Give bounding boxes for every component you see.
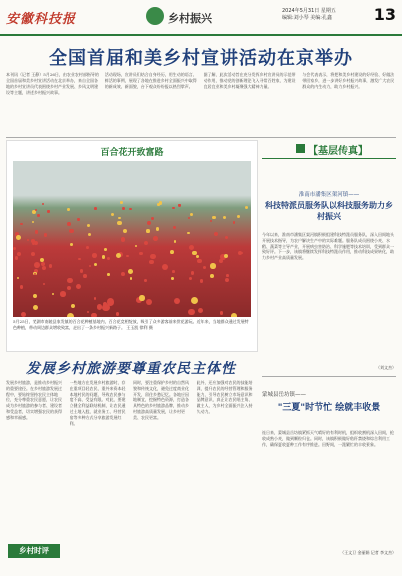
lead-column: 本刊讯（记者 王静）5月26日，由农业农村部指导的全国首届和美乡村宣讲活动在北京举办，来自全国各地的乡村宣讲员代表围绕乡村产业发展、乡风文明建设等主题，讲述乡村振兴故事。: [6, 72, 99, 95]
lily-flower: [97, 304, 103, 310]
right-column: [262, 140, 396, 560]
lily-flower: [189, 245, 194, 250]
lily-flower: [121, 237, 125, 241]
lily-flower: [32, 221, 34, 223]
lily-flower: [67, 286, 71, 290]
article-body: 今年以来，淮南市潘集区架河镇积极组建科技特派员服务队，深入田间地头开展技术指导，为农户解决生产中的实际难题。服务队成员围绕小麦、水稻、蔬菜等主导产业，开展病虫害防治、科学施肥等技术培训，受到群众一致好评。下一步，该镇将继续发挥科技特派员作用，推动科技成果转化，助力乡村产业高质量发展。: [262, 232, 394, 261]
lily-flower: [150, 254, 155, 259]
caption-text: 5月25日，芜湖市南陵县家发镇的百合花种植基地内，百合花竞相绽放，吸引了众多游客前来赏花游玩。近年来，当地群众通过发展特色种植，带动周边群众增收致富，走出了一条乡村振兴新路子。: [13, 319, 249, 330]
issue-date: 2024年5月31日 星期五: [282, 8, 336, 14]
lily-flower: [35, 230, 38, 233]
masthead: [0, 0, 402, 36]
lily-flower: [189, 277, 193, 281]
lily-flower: [233, 221, 235, 223]
badge-label: 【基层传真】: [308, 146, 368, 157]
lily-flower: [198, 308, 203, 313]
divider: [262, 376, 396, 377]
lily-flower: [103, 302, 107, 306]
main-headline: 全国首届和美乡村宣讲活动在京举办: [49, 48, 353, 69]
lily-flower: [231, 313, 238, 317]
lily-flower: [170, 250, 174, 254]
lily-flower: [77, 218, 79, 220]
lead-article: [6, 72, 396, 134]
lily-flower: [225, 236, 228, 239]
lily-flower: [102, 255, 106, 259]
lily-flower: [116, 253, 121, 258]
lily-flower: [42, 266, 46, 270]
column-tag: 乡村时评: [8, 544, 60, 558]
lily-flower: [92, 253, 97, 258]
lily-flower: [67, 313, 74, 317]
lily-flower: [224, 254, 228, 258]
article-author: （刘文杰）: [376, 365, 396, 370]
lily-flower: [107, 298, 114, 305]
lily-flower: [37, 214, 40, 217]
lily-flower: [117, 221, 121, 225]
lily-flower: [17, 277, 19, 279]
lily-flower: [52, 293, 55, 296]
editor-line: 编辑:刘小琴 美编:孔鑫: [282, 15, 332, 21]
lily-flower: [219, 259, 223, 263]
lily-flower: [210, 274, 214, 278]
article-body: 连日来，蒙城县岳坊镇紧抓天气晴好的有利时机，组织收割机深入田间，抢收成熟小麦，做到颗粒归仓。同时，该镇积极做好秸秆禁烧和综合利用工作，确保夏收夏种工作有序推进。田野间，一派繁忙的丰收景象。: [262, 430, 394, 447]
lily-flower: [60, 291, 65, 296]
lily-flower: [200, 279, 203, 282]
lily-flower: [197, 259, 202, 264]
lily-flower: [44, 233, 48, 237]
lily-flower: [153, 236, 158, 241]
lily-flower: [67, 208, 70, 211]
lily-flower: [118, 217, 120, 219]
lily-flower: [178, 204, 181, 207]
lily-flower: [94, 207, 97, 210]
lily-flower: [71, 304, 75, 308]
lily-flower: [31, 252, 35, 256]
article-kicker: 蒙城县岳坊镇——: [262, 392, 307, 398]
lily-flower: [149, 260, 154, 265]
lily-flower: [245, 206, 248, 209]
lily-flower: [212, 216, 216, 220]
lily-flower: [210, 263, 215, 268]
lily-flower: [188, 217, 190, 219]
lily-flower: [88, 233, 91, 236]
divider: [6, 137, 396, 138]
lily-flower: [173, 226, 176, 229]
lily-flower: [192, 251, 196, 255]
photo-feature: [6, 140, 258, 352]
lily-flower: [70, 243, 73, 246]
lily-flower: [226, 274, 229, 277]
article-author: （王文卫 金丽娟 记者 李文杰）: [340, 550, 396, 555]
lily-flower: [126, 255, 129, 258]
lily-flower: [49, 264, 52, 267]
lily-flower: [172, 270, 175, 273]
lily-flower: [47, 210, 49, 212]
lily-flower: [190, 213, 193, 216]
lily-flower: [43, 283, 45, 285]
section-badge: [262, 140, 396, 159]
lily-flower: [20, 223, 23, 226]
article-headline: 科技特派员服务队以科技服务助力乡村振兴: [265, 201, 393, 221]
lily-flower: [188, 309, 195, 316]
lily-flower: [33, 294, 37, 298]
photo-title: 百合花开致富路: [100, 148, 164, 158]
lily-flower: [214, 232, 218, 236]
feature-headline: 发展乡村旅游要尊重农民主体性: [26, 361, 236, 377]
lily-flower: [107, 273, 109, 275]
lily-flower: [27, 239, 29, 241]
lily-flower: [162, 264, 168, 270]
lily-flower: [156, 227, 159, 230]
lily-field-photo: [13, 161, 251, 317]
lily-flower: [135, 245, 137, 247]
feature-column: 此外，还应加强对农民的技能培训，提升农民的经营管理和服务能力，引导农民树立市场意识和品牌意识，真正让农民唱主角、做主人，为乡村全面振兴注入持久动力。: [196, 380, 253, 414]
lily-flower: [107, 257, 110, 260]
lily-flower: [33, 305, 38, 310]
lily-flower: [94, 297, 97, 300]
section-title: 乡村振兴: [168, 12, 212, 25]
lily-flower: [151, 217, 155, 221]
lily-flower: [87, 224, 90, 227]
lily-flower: [16, 235, 21, 240]
lily-flower: [31, 239, 35, 243]
newspaper-name: 安徽科技报: [6, 12, 77, 27]
lily-flower: [67, 278, 73, 284]
lily-flower: [104, 248, 107, 251]
lily-flower: [123, 229, 127, 233]
lily-flower: [147, 221, 151, 225]
lily-flower: [210, 220, 212, 222]
lily-flower: [237, 215, 240, 218]
lily-flower: [91, 313, 97, 317]
lily-flower: [34, 241, 38, 245]
lily-flower: [87, 311, 89, 313]
lily-flower: [159, 201, 163, 205]
lily-flower: [78, 258, 80, 260]
feature-column: 一些地方在发展乡村旅游时，存在重项目轻农民、重外来资本轻本地村民的问题，导致农民参与度不高、受益有限。对此，要建立健全利益联结机制，让农民通过土地入股、就业务工、经营民宿等多种方式分享旅游发展红利。: [69, 380, 126, 426]
lily-flower: [139, 252, 142, 255]
lead-column: 与会代表表示，将把和美乡村建设的好经验、好做法带回家乡，进一步讲好乡村振兴故事，激发广大农民群众的内生动力，助力乡村振兴。: [302, 72, 395, 89]
lily-flower: [187, 232, 190, 235]
lead-column: 活动现场，宣讲员们结合自身经历，用生动的语言、鲜活的事例，展现了各地在推进乡村全面振兴中取得的新成效、新面貌，台下观众纷纷报以热烈掌声。: [104, 72, 197, 89]
lily-flower: [20, 285, 24, 289]
lily-flower: [139, 295, 144, 300]
lily-flower: [89, 265, 91, 267]
lily-flower: [120, 201, 123, 204]
lily-flower: [69, 229, 73, 233]
lily-flower: [196, 255, 199, 258]
lily-flower: [220, 311, 224, 315]
lily-flower: [203, 266, 206, 269]
lily-flower: [83, 274, 87, 278]
lily-flower: [191, 271, 195, 275]
feature-column: 同时，要注重保护乡村的自然风貌和传统文化，避免过度商业化开发，留住乡愁记忆。各地应因地制宜，挖掘特色资源，打造各具特色的乡村旅游品牌，推动乡村旅游高质量发展，让乡村更美、农民更富。: [133, 380, 189, 420]
article-kicker: 淮南市潘集区架河镇——: [298, 192, 360, 198]
lily-flower: [76, 284, 81, 289]
issue-info: [282, 8, 372, 22]
photo-credit: 王玉凯 徐利 摄: [126, 324, 153, 330]
lily-flower: [17, 252, 21, 256]
lily-flower: [128, 269, 133, 274]
feature-article: [6, 380, 256, 560]
lily-flower: [94, 263, 97, 266]
lily-flower: [191, 297, 198, 304]
lily-flower: [34, 262, 40, 268]
lily-flower: [121, 272, 125, 276]
lily-flower: [238, 251, 242, 255]
page-number: 13: [373, 5, 396, 24]
lily-flower: [146, 229, 149, 232]
lily-flower: [144, 241, 148, 245]
lily-flower: [171, 277, 174, 280]
lily-flower: [111, 213, 114, 216]
lily-flower: [174, 298, 180, 304]
lily-flower: [146, 299, 152, 305]
lily-flower: [80, 269, 84, 273]
lily-flower: [129, 208, 131, 210]
lily-flower: [172, 207, 175, 210]
lily-flower: [223, 216, 227, 220]
lily-flower: [144, 279, 147, 282]
lily-flower: [174, 240, 176, 242]
article-headline: "三夏"时节忙 绘就丰收景: [277, 403, 381, 413]
lily-flower: [13, 247, 16, 250]
lily-flower: [15, 256, 19, 260]
lily-flower: [130, 277, 132, 279]
photo-caption: [13, 319, 251, 330]
lily-flower: [225, 278, 229, 282]
lead-column: 据了解，此次活动旨在充分发挥乡村宣讲员的示范带动作用，推动党的创新理论飞入寻常百姓家，为建设宜居宜业和美乡村凝聚强大精神力量。: [203, 72, 296, 89]
lily-flower: [116, 312, 120, 316]
lily-flower: [122, 207, 125, 210]
lily-flower: [21, 312, 26, 317]
feature-column: 发展乡村旅游，是推动乡村振兴的重要途径。在乡村旅游发展过程中，要始终坚持农民主体地位，充分尊重农民意愿，让农民成为乡村旅游的参与者、建设者和受益者，切实增强农民的获得感和幸福感。: [6, 380, 62, 420]
lily-flower: [86, 246, 89, 249]
lily-flower: [42, 203, 44, 205]
lily-flower: [67, 222, 71, 226]
